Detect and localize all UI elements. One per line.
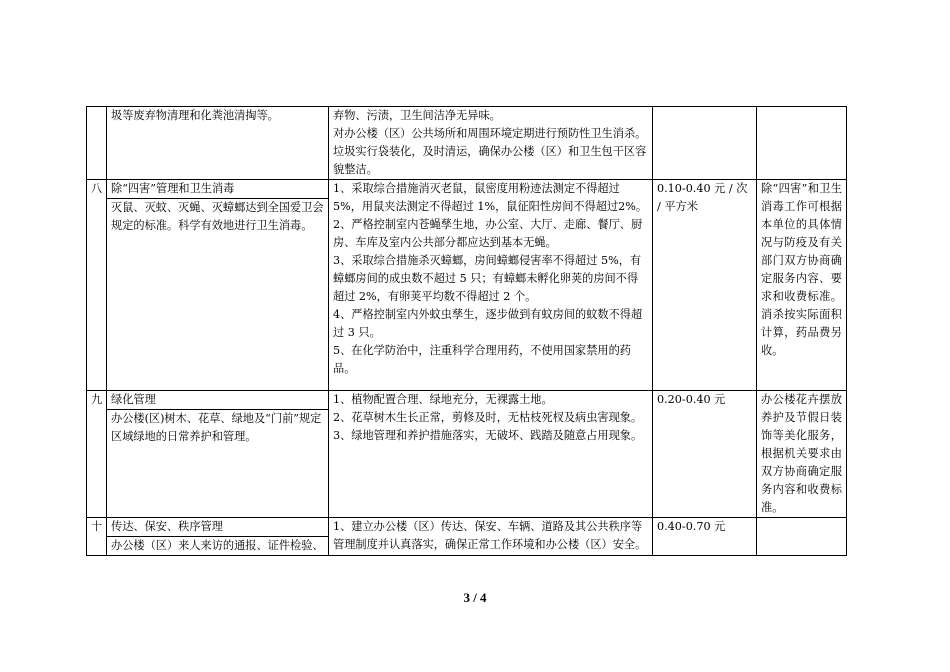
standard-text: 弃物、污渍，卫生间洁净无异味。 xyxy=(333,109,501,122)
content-text: 办公楼（区）来人来访的通报、证件检验、 xyxy=(107,536,328,555)
content-text: 圾等废弃物清理和化粪池清掏等。 xyxy=(111,109,279,122)
remark: 办公楼花卉摆放养护及节假日装饰等美化服务，根据机关要求由双方协商确定服务内容和收费标准。 xyxy=(757,391,847,518)
remark: 除“四害”和卫生消毒工作可根据本单位的具体情况与防疫及有关部门双方协商确定服务内容、要求和收费标准。消杀按实际面积计算，药品费另收。 xyxy=(757,180,847,391)
fee-standard: 0.10-0.40 元 / 次 / 平方米 xyxy=(653,180,757,391)
standard-text: 3、采取综合措施杀灭蟑螂，房间蟑螂侵害率不得超过 5%，有蟑螂房间的成虫数不超过 5 只；有蟑螂未孵化卵荚的房间不得超过 2%，有卵荚平均数不得超过 2 个。 xyxy=(333,254,642,303)
item-title: 除“四害”管理和卫生消毒 xyxy=(111,182,235,195)
standard-text: 1、建立办公楼（区）传达、保安、车辆、道路及其公共秩序等管理制度并认真落实，确保正常工作环境和办公楼（区）安全。 xyxy=(333,520,647,551)
item-title: 传达、保安、秩序管理 xyxy=(111,520,223,533)
row-number xyxy=(87,107,107,180)
quality-standard xyxy=(329,391,653,518)
item-content xyxy=(107,518,329,556)
table-row xyxy=(87,107,847,180)
quality-standard xyxy=(329,518,653,556)
content-text: 办公楼(区)树木、花草、绿地及“门前”规定区域绿地的日常养护和管理。 xyxy=(107,409,328,446)
standard-text: 4、严格控制室内外蚊虫孳生，逐步做到有蚊房间的蚊数不得超过 3 只。 xyxy=(333,308,643,339)
fee-standard xyxy=(653,107,757,180)
quality-standard xyxy=(329,107,653,180)
standard-text: 3、绿地管理和养护措施落实，无破坏、践踏及随意占用现象。 xyxy=(333,429,643,442)
content-text: 灭鼠、灭蚊、灭蝇、灭蟑螂达到全国爱卫会规定的标准。科学有效地进行卫生消毒。 xyxy=(107,198,328,235)
remark xyxy=(757,518,847,556)
table-row xyxy=(87,518,847,556)
item-content xyxy=(107,107,329,180)
row-number: 十 xyxy=(87,518,107,556)
fee-standard: 0.40-0.70 元 xyxy=(653,518,757,556)
standard-text: 2、严格控制室内苍蝇孳生地，办公室、大厅、走廊、餐厅、厨房、车库及室内公共部分都应达到基本无蝇。 xyxy=(333,218,643,249)
standard-text: 1、采取综合措施消灭老鼠，鼠密度用粉迹法测定不得超过5%，用鼠夹法测定不得超过 1%，鼠征阳性房间不得超过2%。 xyxy=(333,182,648,213)
remark xyxy=(757,107,847,180)
fee-standard: 0.20-0.40 元 xyxy=(653,391,757,518)
item-content xyxy=(107,391,329,518)
row-number: 八 xyxy=(87,180,107,391)
quality-standard xyxy=(329,180,653,391)
item-title: 绿化管理 xyxy=(111,393,156,406)
item-content xyxy=(107,180,329,391)
page-number: 3 / 4 xyxy=(463,590,487,605)
table-row xyxy=(87,391,847,518)
standard-text: 2、花草树木生长正常，剪修及时，无枯枝死杈及病虫害现象。 xyxy=(333,411,643,424)
standard-text: 对办公楼（区）公共场所和周围环境定期进行预防性卫生消杀。垃圾实行袋装化，及时清运，确保办公楼（区）和卫生包干区容貌整洁。 xyxy=(333,127,647,176)
standard-text: 5、在化学防治中，注重科学合理用药，不使用国家禁用的药品。 xyxy=(333,344,631,375)
standard-text: 1、植物配置合理、绿地充分，无裸露土地。 xyxy=(333,393,553,406)
table-row xyxy=(87,180,847,391)
service-standard-table xyxy=(86,106,847,556)
row-number: 九 xyxy=(87,391,107,518)
